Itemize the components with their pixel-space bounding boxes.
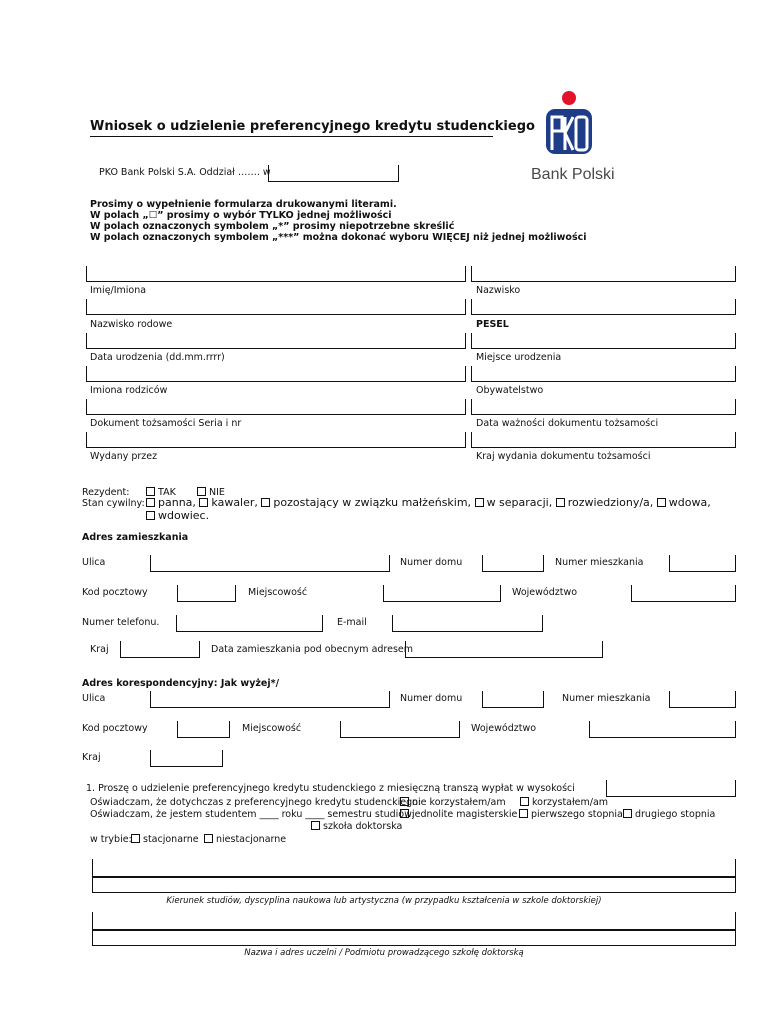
checkbox[interactable] — [146, 487, 155, 496]
option-jednolite[interactable] — [400, 809, 517, 820]
obywatelstwo-label: Obywatelstwo — [476, 385, 544, 396]
corr-numer-mieszkania-label: Numer mieszkania — [562, 693, 651, 704]
nie-label: NIE — [209, 487, 225, 498]
korzystalem-label: korzystałem/am — [532, 797, 609, 808]
nazwisko-rodowe-input[interactable] — [86, 299, 466, 315]
branch-label: PKO Bank Polski S.A. Oddział ……. w — [99, 167, 271, 178]
nazwisko-label: Nazwisko — [476, 285, 521, 296]
checkbox[interactable] — [623, 809, 632, 818]
miejscowosc-label: Miejscowość — [248, 587, 308, 598]
kraj-input[interactable] — [120, 641, 200, 658]
tryb-label: w trybie: — [90, 834, 132, 845]
corr-miejscowosc-label: Miejscowość — [242, 723, 302, 734]
kod-input[interactable] — [177, 585, 236, 602]
panna-label: panna, — [158, 496, 196, 509]
checkbox[interactable] — [400, 797, 409, 806]
branch-input[interactable] — [268, 165, 399, 182]
checkbox[interactable] — [657, 498, 666, 507]
adres-heading: Adres zamieszkania — [82, 532, 189, 543]
corr-kod-input[interactable] — [177, 721, 230, 738]
checkbox[interactable] — [204, 834, 213, 843]
data-zamieszkania-label: Data zamieszkania pod obecnym adresem — [211, 644, 414, 655]
niestacjonarne-label: niestacjonarne — [216, 834, 287, 845]
loan-request-text: 1. Proszę o udzielenie preferencyjnego kredytu studenckiego z miesięczną transzą wypłat w wysokości — [86, 783, 575, 794]
corr-numer-domu-input[interactable] — [482, 691, 544, 708]
kierunek-caption: Kierunek studiów, dyscyplina naukowa lub artystyczna (w przypadku kształcenia w szkole doktorskiej) — [166, 896, 602, 906]
option-panna[interactable] — [146, 496, 196, 509]
checkbox[interactable] — [146, 511, 155, 520]
data-zamieszkania-input[interactable] — [405, 641, 603, 658]
corr-miejscowosc-input[interactable] — [340, 721, 460, 738]
uczelnia-input-top[interactable] — [92, 912, 736, 930]
dokument-input[interactable] — [86, 399, 466, 415]
option-nie-korzystalem[interactable] — [400, 797, 506, 808]
loan-history-text: Oświadczam, że dotychczas z preferencyjnego kredytu studenckiego: — [90, 797, 422, 808]
option-pierwszego[interactable] — [519, 809, 623, 820]
checkbox[interactable] — [261, 498, 270, 507]
wydany-przez-input[interactable] — [86, 432, 466, 448]
checkbox[interactable] — [131, 834, 140, 843]
checkbox[interactable] — [146, 498, 155, 507]
wydany-przez-label: Wydany przez — [90, 451, 158, 462]
jednolite-label: jednolite magisterskie — [412, 809, 518, 820]
telefon-input[interactable] — [176, 615, 323, 632]
kraj-wydania-input[interactable] — [471, 432, 736, 448]
kod-label: Kod pocztowy — [82, 587, 148, 598]
kawaler-label: kawaler, — [211, 496, 258, 509]
email-label: E-mail — [337, 617, 367, 628]
separacja-label: w separacji, — [486, 496, 553, 509]
wojewodztwo-label: Województwo — [512, 587, 578, 598]
checkbox[interactable] — [520, 797, 529, 806]
kwota-input[interactable] — [606, 780, 736, 797]
instruction-4: W polach oznaczonych symbolem „***” można dokonać wyboru WIĘCEJ niż jednej możliwości — [90, 232, 587, 243]
option-doktorska[interactable] — [311, 821, 402, 832]
wdowiec-label: wdowiec. — [158, 509, 210, 522]
ulica-label: Ulica — [82, 557, 106, 568]
data-waznosci-label: Data ważności dokumentu tożsamości — [476, 418, 659, 429]
uczelnia-caption: Nazwa i adres uczelni / Podmiotu prowadzącego szkołę doktorską — [244, 948, 524, 958]
corr-ulica-input[interactable] — [150, 691, 390, 708]
telefon-label: Numer telefonu. — [82, 617, 160, 628]
wojewodztwo-input[interactable] — [631, 585, 736, 602]
nie-korzystalem-label: nie korzystałem/am — [412, 797, 506, 808]
corr-ulica-label: Ulica — [82, 693, 106, 704]
tak-label: TAK — [158, 487, 176, 498]
option-drugiego[interactable] — [623, 809, 715, 820]
imiona-rodzicow-label: Imiona rodziców — [90, 385, 168, 396]
option-stacjonarne[interactable] — [131, 834, 199, 845]
checkbox[interactable] — [311, 821, 320, 830]
data-urodzenia-input[interactable] — [86, 333, 466, 349]
corr-wojewodztwo-label: Województwo — [471, 723, 537, 734]
instruction-2: W polach „☐” prosimy o wybór TYLKO jednej możliwości — [90, 210, 392, 221]
option-separacja[interactable] — [475, 496, 553, 509]
wdowa-label: wdowa, — [668, 496, 711, 509]
option-niestacjonarne[interactable] — [204, 834, 286, 845]
miejsce-urodzenia-label: Miejsce urodzenia — [476, 352, 562, 363]
rezydent-label: Rezydent: — [82, 487, 130, 498]
pierwszego-label: pierwszego stopnia — [531, 809, 623, 820]
corr-numer-mieszkania-input[interactable] — [669, 691, 736, 708]
numer-mieszkania-label: Numer mieszkania — [555, 557, 644, 568]
miejscowosc-input[interactable] — [383, 585, 501, 602]
uczelnia-input[interactable] — [92, 930, 736, 946]
title-underline — [90, 136, 493, 137]
option-korzystalem[interactable] — [520, 797, 608, 808]
ulica-input[interactable] — [150, 555, 390, 572]
kierunek-input-top[interactable] — [92, 859, 736, 877]
email-input[interactable] — [392, 615, 543, 632]
data-waznosci-input[interactable] — [471, 399, 736, 415]
corr-numer-domu-label: Numer domu — [400, 693, 463, 704]
numer-domu-label: Numer domu — [400, 557, 463, 568]
dokument-label: Dokument tożsamości Seria i nr — [90, 418, 242, 429]
checkbox[interactable] — [400, 809, 409, 818]
corr-kod-label: Kod pocztowy — [82, 723, 148, 734]
option-wdowa[interactable] — [657, 496, 711, 509]
option-zwiazek[interactable] — [261, 496, 471, 509]
form-title: Wniosek o udzielenie preferencyjnego kredytu studenckiego — [90, 119, 535, 134]
pesel-input[interactable] — [471, 299, 736, 315]
checkbox[interactable] — [519, 809, 528, 818]
imie-input[interactable] — [86, 266, 466, 282]
option-kawaler[interactable] — [199, 496, 258, 509]
checkbox[interactable] — [475, 498, 484, 507]
stacjonarne-label: stacjonarne — [143, 834, 199, 845]
nazwisko-rodowe-label: Nazwisko rodowe — [90, 319, 173, 330]
instruction-1: Prosimy o wypełnienie formularza drukowanymi literami. — [90, 199, 397, 210]
numer-domu-input[interactable] — [482, 555, 544, 572]
corr-kraj-input[interactable] — [150, 750, 223, 767]
checkbox[interactable] — [197, 487, 206, 496]
stan-cywilny-options — [146, 496, 711, 509]
corr-heading: Adres korespondencyjny: Jak wyżej*/ — [82, 678, 280, 689]
drugiego-label: drugiego stopnia — [635, 809, 716, 820]
imiona-rodzicow-input[interactable] — [86, 366, 466, 382]
instruction-3: W polach oznaczonych symbolem „*” prosimy niepotrzebne skreślić — [90, 221, 455, 232]
numer-mieszkania-input[interactable] — [669, 555, 736, 572]
imie-label: Imię/Imiona — [90, 285, 147, 296]
rozwiedziony-label: rozwiedziony/a, — [567, 496, 654, 509]
kraj-label: Kraj — [90, 644, 109, 655]
corr-wojewodztwo-input[interactable] — [589, 721, 736, 738]
zwiazek-label: pozostający w związku małżeńskim, — [273, 496, 472, 509]
corr-kraj-label: Kraj — [82, 752, 101, 763]
stan-cywilny-label: Stan cywilny: — [82, 498, 145, 509]
checkbox[interactable] — [556, 498, 565, 507]
kraj-wydania-label: Kraj wydania dokumentu tożsamości — [476, 451, 651, 462]
student-text: Oświadczam, że jestem studentem ____ roku ____ semestru studiów: — [90, 809, 415, 820]
bank-name: Bank Polski — [531, 166, 615, 183]
option-rozwiedziony[interactable] — [556, 496, 654, 509]
checkbox[interactable] — [199, 498, 208, 507]
doktorska-label: szkoła doktorska — [323, 821, 403, 832]
obywatelstwo-input[interactable] — [471, 366, 736, 382]
nazwisko-input[interactable] — [471, 266, 736, 282]
kierunek-input[interactable] — [92, 877, 736, 893]
option-wdowiec[interactable] — [146, 509, 209, 522]
pesel-label: PESEL — [476, 319, 509, 330]
data-urodzenia-label: Data urodzenia (dd.mm.rrrr) — [90, 352, 225, 363]
miejsce-urodzenia-input[interactable] — [471, 333, 736, 349]
